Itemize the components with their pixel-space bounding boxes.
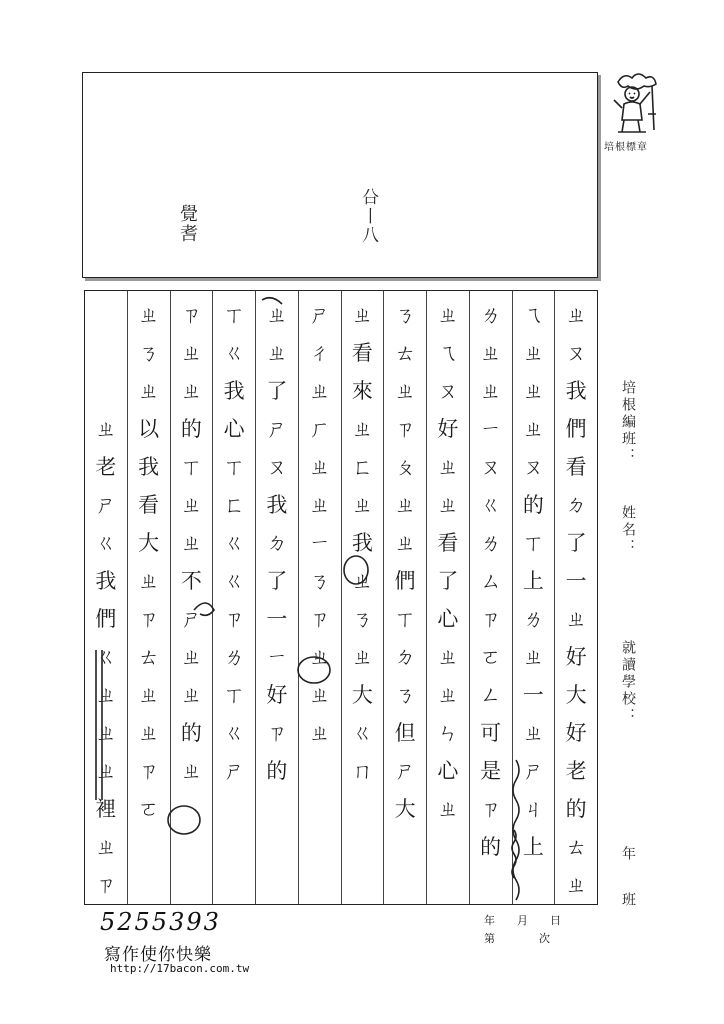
grid-cell: ㄓ bbox=[180, 379, 202, 403]
grid-cell: ㄡ bbox=[522, 455, 544, 479]
grid-cell: 我 bbox=[95, 569, 117, 593]
grid-cell: 一 bbox=[522, 683, 544, 707]
grid-cell: ㄓ bbox=[309, 379, 331, 403]
grid-cell: ㄐ bbox=[522, 797, 544, 821]
bacon-mascot-logo bbox=[610, 70, 662, 140]
grid-cell: 看 bbox=[437, 531, 459, 555]
grid-cell: ㄓ bbox=[437, 455, 459, 479]
grid-cell: 但 bbox=[394, 721, 416, 745]
grid-cell: ㄕ bbox=[180, 607, 202, 631]
grid-cell: ㄕ bbox=[394, 759, 416, 783]
grid-cell: ㄟ bbox=[437, 341, 459, 365]
grid-cell: 一 bbox=[565, 569, 587, 593]
grid-cell: 好 bbox=[266, 683, 288, 707]
teacher-comment-note: 㕣丨八 bbox=[358, 188, 378, 245]
grid-cell: 的 bbox=[565, 797, 587, 821]
grid-cell: ㄓ bbox=[266, 303, 288, 327]
grid-cell: ㄒ bbox=[223, 683, 245, 707]
grid-cell: ㄗ bbox=[266, 721, 288, 745]
grid-cell: ㄍ bbox=[351, 721, 373, 745]
grid-cell: 我 bbox=[351, 531, 373, 555]
grid-cell: ㄍ bbox=[223, 531, 245, 555]
year-label: 年 bbox=[620, 846, 636, 863]
grid-cell: ㄍ bbox=[223, 341, 245, 365]
grid-cell: ㄇ bbox=[351, 759, 373, 783]
grid-cell: ㄓ bbox=[565, 607, 587, 631]
footer-code: 5255393 bbox=[100, 908, 221, 936]
grid-cell: 的 bbox=[522, 493, 544, 517]
grid-cell: 大 bbox=[394, 797, 416, 821]
grid-cell: 的 bbox=[266, 759, 288, 783]
grid-cell: 不 bbox=[180, 569, 202, 593]
grid-cell: ㄓ bbox=[309, 721, 331, 745]
grid-cell: 們 bbox=[95, 607, 117, 631]
grid-cell: ㄙ bbox=[480, 569, 502, 593]
grid-cell: 大 bbox=[565, 683, 587, 707]
grid-cell: ㄓ bbox=[351, 493, 373, 517]
grid-cell: ㄓ bbox=[309, 683, 331, 707]
grid-cell: 心 bbox=[437, 759, 459, 783]
grid-cell: ㄓ bbox=[394, 531, 416, 555]
grid-cell: ㄓ bbox=[394, 493, 416, 517]
grid-cell: ㄓ bbox=[95, 835, 117, 859]
correction-mark bbox=[194, 603, 214, 615]
grid-cell: ㄒ bbox=[223, 455, 245, 479]
grid-cell: ㄊ bbox=[138, 645, 160, 669]
grid-cell: 的 bbox=[480, 835, 502, 859]
grid-cell: ㄊ bbox=[565, 835, 587, 859]
grid-cell: 我 bbox=[223, 379, 245, 403]
grid-cell: ㄆ bbox=[394, 455, 416, 479]
grid-cell: ㄕ bbox=[522, 759, 544, 783]
circle-mark bbox=[298, 657, 330, 683]
grid-cell: ㄔ bbox=[309, 341, 331, 365]
grid-cell: ㄋ bbox=[351, 607, 373, 631]
grid-cell: ㄌ bbox=[480, 531, 502, 555]
footer-url: http://17bacon.com.tw bbox=[110, 962, 250, 975]
grid-cell: ㄓ bbox=[309, 645, 331, 669]
grid-cell: ㄗ bbox=[180, 303, 202, 327]
grid-cell: ㄈ bbox=[351, 455, 373, 479]
grid-cell: ㄓ bbox=[351, 417, 373, 441]
grid-cell: ㄍ bbox=[95, 645, 117, 669]
grid-cell: 好 bbox=[565, 721, 587, 745]
grid-cell: ㄧ bbox=[266, 645, 288, 669]
grid-cell: 以 bbox=[138, 417, 160, 441]
grid-cell: 上 bbox=[522, 569, 544, 593]
grid-cell: ㄗ bbox=[138, 607, 160, 631]
grid-cell: ㄣ bbox=[437, 721, 459, 745]
grid-cell: 好 bbox=[437, 417, 459, 441]
grid-cell: ㄈ bbox=[223, 493, 245, 517]
date-row: 年 月 日 bbox=[484, 914, 561, 927]
grid-cell: 老 bbox=[95, 455, 117, 479]
grid-cell: 我 bbox=[138, 455, 160, 479]
grid-cell: 我 bbox=[565, 379, 587, 403]
circle-mark bbox=[168, 806, 200, 834]
grid-cell: 心 bbox=[437, 607, 459, 631]
grid-cell: ㄓ bbox=[522, 417, 544, 441]
grid-cell: ㄌ bbox=[223, 645, 245, 669]
grid-cell: ㄟ bbox=[522, 303, 544, 327]
grid-cell: ㄗ bbox=[480, 797, 502, 821]
school-label: 就讀學校： bbox=[620, 640, 636, 725]
grid-cell: ㄉ bbox=[394, 645, 416, 669]
grid-cell: 大 bbox=[351, 683, 373, 707]
grid-cell: ㄓ bbox=[437, 645, 459, 669]
grid-cell: ㄓ bbox=[95, 759, 117, 783]
grid-cell: ㄡ bbox=[266, 455, 288, 479]
teacher-comment-note: 覺㖈 bbox=[177, 204, 198, 244]
grid-cell: 了 bbox=[266, 569, 288, 593]
grid-cell: 好 bbox=[565, 645, 587, 669]
grid-cell: ㄓ bbox=[480, 379, 502, 403]
grid-cell: ㄓ bbox=[437, 683, 459, 707]
grid-cell: ㄡ bbox=[480, 455, 502, 479]
grid-cell: ㄡ bbox=[565, 341, 587, 365]
grid-cell: ㄓ bbox=[180, 645, 202, 669]
grid-cell: ㄓ bbox=[138, 379, 160, 403]
grid-cell: ㄋ bbox=[394, 683, 416, 707]
grid-cell: ㄗ bbox=[480, 607, 502, 631]
grid-cell: ㄓ bbox=[437, 797, 459, 821]
grid-cell: ㄓ bbox=[351, 569, 373, 593]
grid-cell: ㄛ bbox=[138, 797, 160, 821]
class-suffix-label: 班 bbox=[620, 892, 636, 909]
grid-cell: 看 bbox=[351, 341, 373, 365]
grid-cell: ㄓ bbox=[138, 721, 160, 745]
grid-cell: ㄗ bbox=[394, 417, 416, 441]
grid-cell: ㄏ bbox=[309, 417, 331, 441]
grid-cell: ㄓ bbox=[522, 645, 544, 669]
grid-cell: 了 bbox=[565, 531, 587, 555]
grid-cell: ㄍ bbox=[480, 493, 502, 517]
grid-cell: ㄗ bbox=[223, 607, 245, 631]
grid-cell: ㄕ bbox=[223, 759, 245, 783]
grid-cell: ㄒ bbox=[394, 607, 416, 631]
grid-cell: ㄓ bbox=[138, 683, 160, 707]
teacher-comment-box bbox=[82, 72, 598, 278]
grid-cell: ㄓ bbox=[266, 341, 288, 365]
grid-cell: ㄋ bbox=[309, 569, 331, 593]
session-row: 第 次 bbox=[484, 932, 550, 945]
grid-cell: 一 bbox=[266, 607, 288, 631]
grid-cell: ㄓ bbox=[565, 873, 587, 897]
class-label: 培根編班： bbox=[620, 380, 636, 465]
wavy-underline-mark bbox=[513, 760, 519, 900]
grid-cell: 來 bbox=[351, 379, 373, 403]
grid-cell: ㄓ bbox=[95, 721, 117, 745]
grid-cell: ㄗ bbox=[95, 873, 117, 897]
grid-cell: 們 bbox=[565, 417, 587, 441]
grid-cell: ㄓ bbox=[180, 531, 202, 555]
grid-cell: ㄓ bbox=[522, 379, 544, 403]
grid-cell: ㄕ bbox=[95, 493, 117, 517]
correction-mark bbox=[262, 298, 282, 304]
grid-cell: ㄓ bbox=[522, 721, 544, 745]
grid-cell: ㄓ bbox=[437, 493, 459, 517]
grid-cell: ㄓ bbox=[138, 569, 160, 593]
circle-mark bbox=[344, 556, 368, 584]
grid-cell: ㄓ bbox=[351, 645, 373, 669]
grid-cell: 的 bbox=[180, 417, 202, 441]
grid-cell: ㄓ bbox=[522, 341, 544, 365]
grid-cell: ㄓ bbox=[351, 303, 373, 327]
grid-cell: 上 bbox=[522, 835, 544, 859]
grid-cell: 心 bbox=[223, 417, 245, 441]
grid-cell: ㄕ bbox=[266, 417, 288, 441]
grid-cell: 可 bbox=[480, 721, 502, 745]
grid-cell: ㄓ bbox=[180, 683, 202, 707]
grid-cell: 的 bbox=[180, 721, 202, 745]
grid-cell: ㄓ bbox=[180, 759, 202, 783]
grid-cell: ㄗ bbox=[138, 759, 160, 783]
grid-cell: ㄋ bbox=[138, 341, 160, 365]
grid-cell: ㄡ bbox=[437, 379, 459, 403]
grid-cell: ㄓ bbox=[309, 493, 331, 517]
grid-cell: ㄊ bbox=[394, 341, 416, 365]
grid-cell: 我 bbox=[266, 493, 288, 517]
grid-cell: ㄍ bbox=[95, 531, 117, 555]
grid-cell: ㄌ bbox=[522, 607, 544, 631]
grid-cell: ㄓ bbox=[480, 341, 502, 365]
grid-cell: ㄓ bbox=[180, 341, 202, 365]
grid-cell: ㄗ bbox=[309, 607, 331, 631]
grid-cell: ㄍ bbox=[223, 721, 245, 745]
grid-cell: 裡 bbox=[95, 797, 117, 821]
grid-cell: ㄓ bbox=[394, 379, 416, 403]
grid-cell: ㄥ bbox=[480, 683, 502, 707]
grid-cell: ㄍ bbox=[223, 569, 245, 593]
grid-cell: ㄌ bbox=[480, 303, 502, 327]
grid-cell: ㄒ bbox=[522, 531, 544, 555]
grid-cell: ㄒ bbox=[180, 455, 202, 479]
grid-cell: 是 bbox=[480, 759, 502, 783]
grid-cell: ㄓ bbox=[180, 493, 202, 517]
grid-cell: ㄋ bbox=[394, 303, 416, 327]
grid-cell: ㄓ bbox=[309, 455, 331, 479]
grid-cell: ㄕ bbox=[309, 303, 331, 327]
footer-slogan: 寫作使你快樂 bbox=[104, 945, 212, 965]
grid-cell: 了 bbox=[437, 569, 459, 593]
double-line-mark bbox=[96, 650, 102, 800]
grid-cell: ㄓ bbox=[565, 303, 587, 327]
grid-cell: ㄓ bbox=[95, 417, 117, 441]
grid-cell: 老 bbox=[565, 759, 587, 783]
grid-cell: 大 bbox=[138, 531, 160, 555]
name-label: 姓名： bbox=[620, 505, 636, 556]
grid-cell: 看 bbox=[138, 493, 160, 517]
teacher-marks bbox=[84, 290, 598, 905]
grid-cell: 們 bbox=[394, 569, 416, 593]
grid-cell: ㄛ bbox=[480, 645, 502, 669]
grid-cell: ㄉ bbox=[266, 531, 288, 555]
grid-cell: ㄧ bbox=[309, 531, 331, 555]
grid-cell: ㄓ bbox=[95, 683, 117, 707]
grid-cell: 了 bbox=[266, 379, 288, 403]
grid-cell: ㄒ bbox=[223, 303, 245, 327]
stamp-label: 培根標章 bbox=[604, 142, 648, 153]
grid-cell: ㄉ bbox=[565, 493, 587, 517]
grid-cell: 看 bbox=[565, 455, 587, 479]
grid-cell: ㄧ bbox=[480, 417, 502, 441]
grid-cell: ㄓ bbox=[138, 303, 160, 327]
grid-cell: ㄓ bbox=[437, 303, 459, 327]
